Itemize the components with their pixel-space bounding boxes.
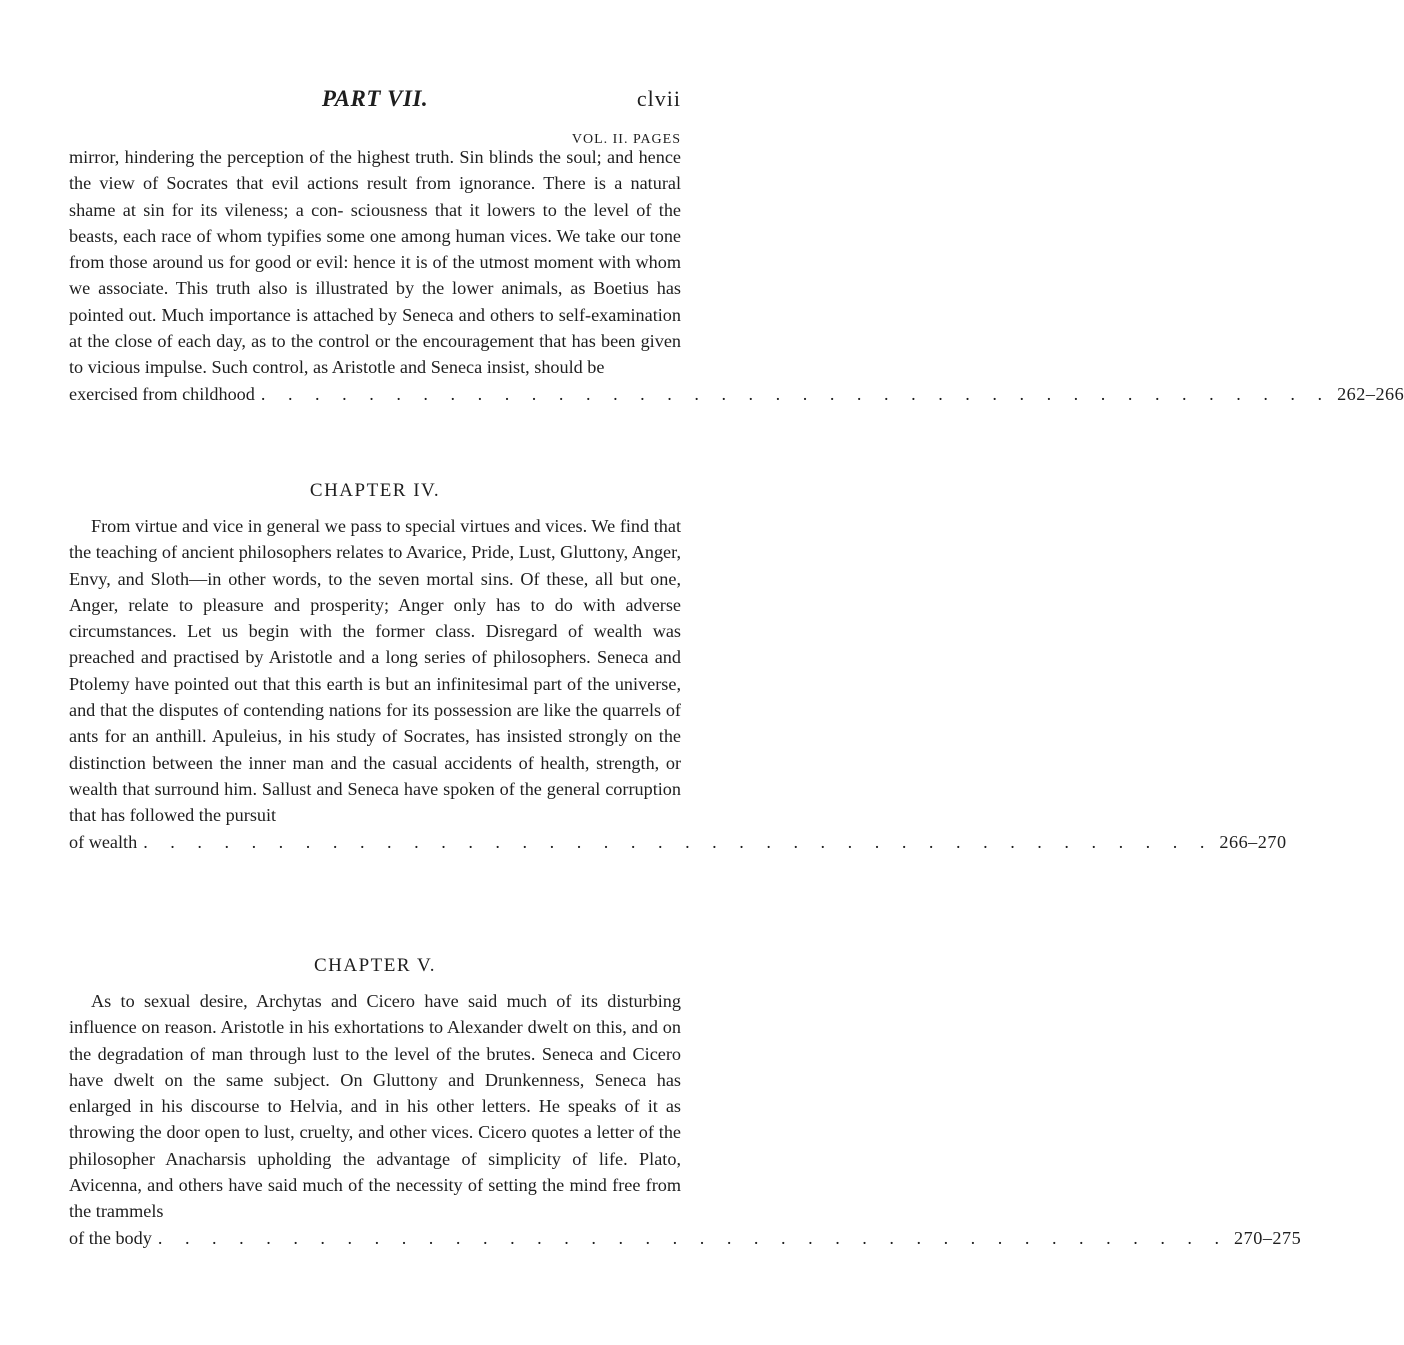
summary-section-continued bbox=[69, 144, 1404, 407]
page-range: 262–266 bbox=[1337, 383, 1404, 404]
page-range: 266–270 bbox=[1219, 831, 1287, 852]
chapter-heading: CHAPTER IV. bbox=[309, 480, 441, 501]
page-number: clvii bbox=[636, 86, 681, 111]
part-title: PART VII. bbox=[321, 86, 429, 111]
chapter-heading: CHAPTER V. bbox=[314, 955, 436, 976]
summary-paragraph: As to sexual desire, Archytas and Cicero have said much of its disturbing influence on reason. Aristotle in his exhortations to Alexander dwelt on this, and on the degradation of man through lust to the level of the brutes. Seneca and Cicero have dwelt on the same subject. On Gluttony and Drunkenness, Seneca has enlarged in his discourse to Helvia, and in his other letters. He speaks of it as throwing the door open to lust, cruelty, and other vices. Cicero quotes a letter of the philosopher Anacharsis upholding the advantage of simplicity of life. Plato, Avicenna, and others have said much of the necessity of setting the mind free from the trammels bbox=[69, 991, 681, 1222]
dot-leader: . . . . . . . . . . . . . . . . . . . . . . . . . . . . . . . . . . . . . . . . bbox=[143, 831, 1214, 852]
page-range: 270–275 bbox=[1234, 1227, 1302, 1248]
chapter-v-summary bbox=[69, 988, 1302, 1251]
page-reference-line bbox=[69, 381, 1404, 407]
paragraph-last-line: of wealth bbox=[69, 831, 138, 852]
page-reference-line bbox=[69, 829, 1287, 855]
column-label: VOL. II. PAGES bbox=[571, 132, 681, 147]
running-head bbox=[69, 86, 681, 116]
summary-paragraph: mirror, hindering the perception of the highest truth. Sin blinds the soul; and hence the view of Socrates that evil actions result from ignorance. There is a natural shame at sin for its vileness; a con- sciousness that it lowers to the level of the beasts, each race of whom typifies some one among human vices. We take our tone from those around us for good or evil: hence it is of the utmost moment with whom we associate. This truth also is illustrated by the lower animals, as Boetius has pointed out. Much importance is attached by Seneca and others to self-examination at the close of each day, as to the control or the encouragement that has been given to vicious impulse. Such control, as Aristotle and Seneca insist, should be bbox=[69, 147, 681, 378]
page-reference-line bbox=[69, 1225, 1302, 1251]
summary-paragraph: From virtue and vice in general we pass to special virtues and vices. We find that the teaching of ancient philosophers relates to Avarice, Pride, Lust, Gluttony, Anger, Envy, and Sloth—in other words, to the seven mortal sins. Of these, all but one, Anger, relate to pleasure and prosperity; Anger only has to do with adverse circumstances. Let us begin with the former class. Disregard of wealth was preached and practised by Aristotle and a long series of philosophers. Seneca and Ptolemy have pointed out that this earth is but an infinitesimal part of the universe, and that the disputes of contending nations for its possession are like the quarrels of ants for an anthill. Apuleius, in his study of Socrates, has insisted strongly on the distinction between the inner man and the casual accidents of health, strength, or wealth that surround him. Sallust and Seneca have spoken of the general corruption that has followed the pursuit bbox=[69, 516, 681, 826]
chapter-iv-summary bbox=[69, 513, 1287, 855]
dot-leader: . . . . . . . . . . . . . . . . . . . . . . . . . . . . . . . . . . . . . . . . bbox=[157, 1227, 1229, 1248]
paragraph-last-line: exercised from childhood bbox=[69, 383, 255, 404]
paragraph-last-line: of the body bbox=[69, 1227, 152, 1248]
dot-leader: . . . . . . . . . . . . . . . . . . . . . . . . . . . . . . . . . . . . . . . . bbox=[260, 383, 1332, 404]
